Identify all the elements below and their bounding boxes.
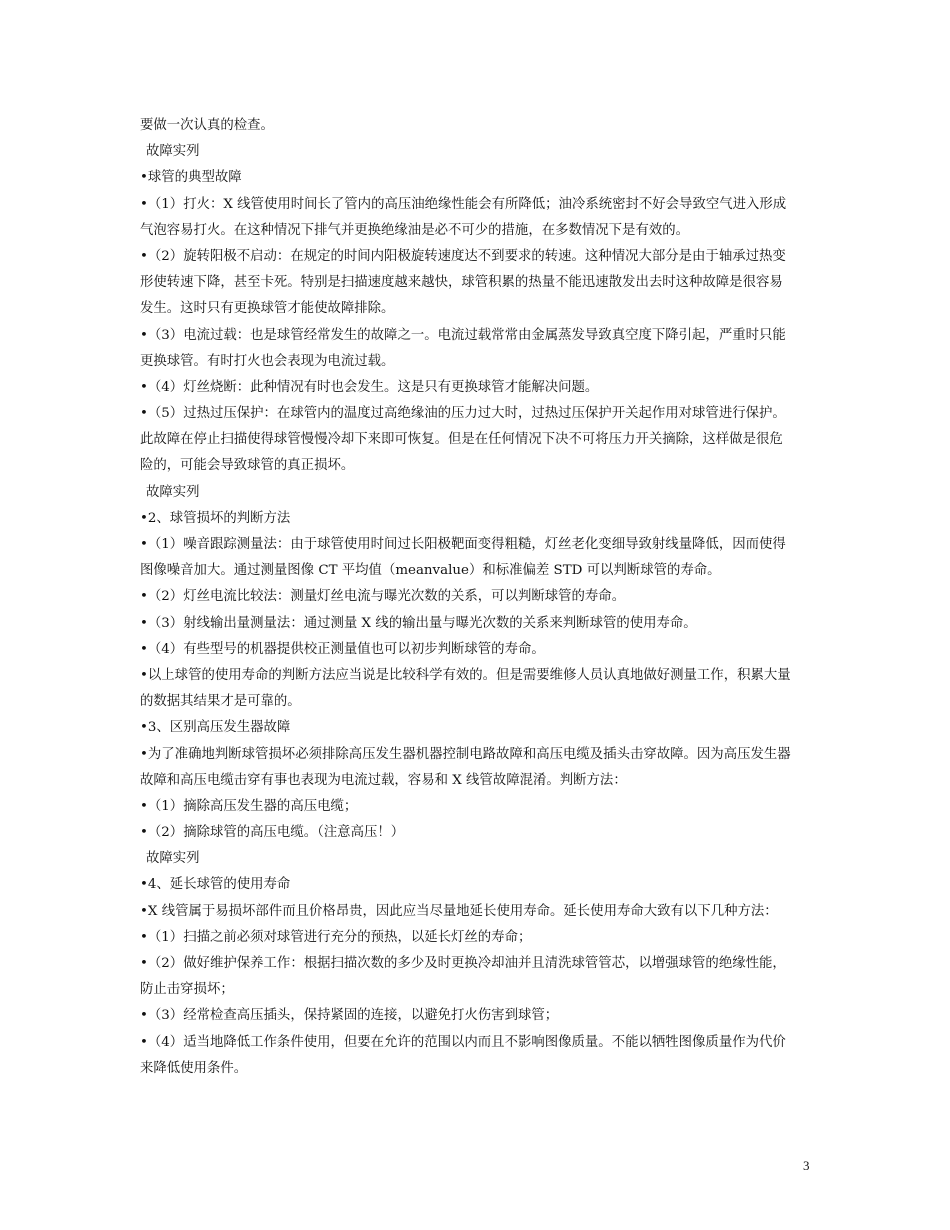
text-line: •（2）灯丝电流比较法：测量灯丝电流与曝光次数的关系，可以判断球管的寿命。 [140,589,626,605]
text-line: •（1）噪音跟踪测量法：由于球管使用时间过长阳极靶面变得粗糙，灯丝老化变细导致射线量降低，因而使得 [140,537,786,552]
section-heading: 故障实列 [146,851,200,867]
text-line: •（2）旋转阳极不启动：在规定的时间内阳极旋转速度达不到要求的转速。这种情况大部分是由于轴承过热变 [140,248,786,264]
text-line: 此故障在停止扫描使得球管慢慢冷却下来即可恢复。但是在任何情况下决不可将压力开关摘除，这样做是很危 [140,432,783,448]
text-line: •（5）过热过压保护：在球管内的温度过高绝缘油的压力过大时，过热过压保护开关起作用对球管进行保护。 [140,406,786,422]
text-line: •（3）电流过载：也是球管经常发生的故障之一。电流过载常常由金属蒸发导致真空度下降引起，严重时只能 [140,327,786,343]
text-line: 险的，可能会导致球管的真正损坏。 [140,458,355,474]
text-line: •（4）有些型号的机器提供校正测量值也可以初步判断球管的寿命。 [140,641,545,657]
text-line: •（3）射线输出量测量法：通过测量 X 线的输出量与曝光次数的关系来判断球管的使用寿命。 [140,615,697,631]
text-line: •（3）经常检查高压插头，保持紧固的连接，以避免打火伤害到球管； [140,1008,559,1024]
bullet-heading: •2、球管损坏的判断方法 [140,510,291,526]
text-line: 要做一次认真的检查。 [140,118,274,133]
text-line: 故障和高压电缆击穿有事也表现为电流过载，容易和 X 线管故障混淆。判断方法： [140,772,627,788]
bullet-heading: •4、延长球管的使用寿命 [140,877,291,893]
text-line: •（1）摘除高压发生器的高压电缆； [140,798,358,814]
text-line: •为了准确地判断球管损坏必须排除高压发生器机器控制电路故障和高压电缆及插头击穿故障。因为高压发生器 [140,746,791,762]
text-line: •（4）适当地降低工作条件使用，但要在允许的范围以内而且不影响图像质量。不能以牺牲图像质量作为代价 [140,1034,786,1050]
text-line: 防止击穿损坏； [140,982,234,998]
text-line: 气泡容易打火。在这种情况下排气并更换绝缘油是必不可少的措施，在多数情况下是有效的。 [140,222,690,238]
page-number: 3 [803,1158,810,1173]
text-line: •以上球管的使用寿命的判断方法应当说是比较科学有效的。但是需要维修人员认真地做好测量工作，积累大量 [140,667,791,683]
text-line: 来降低使用条件。 [140,1060,248,1076]
bullet-heading: •球管的典型故障 [140,170,242,186]
text-line: •（1）打火：X 线管使用时间长了管内的高压油绝缘性能会有所降低；油冷系统密封不好会导致空气进入形成 [140,196,787,212]
text-line: 更换球管。有时打火也会表现为电流过载。 [140,353,395,369]
text-line: •（2）做好维护保养工作：根据扫描次数的多少及时更换冷却油并且清洗球管管芯，以增强球管的绝缘性能， [140,956,786,971]
text-line: 图像噪音加大。通过测量图像 CT 平均值（meanvalue）和标准偏差 STD 可以判断球管的寿命。 [140,563,721,579]
text-line: •（1）扫描之前必须对球管进行充分的预热，以延长灯丝的寿命； [140,929,532,945]
text-line: 发生。这时只有更换球管才能使故障排除。 [140,301,395,317]
document-body [140,113,820,1082]
text-line: •X 线管属于易损坏部件而且价格昂贵，因此应当尽量地延长使用寿命。延长使用寿命大致有以下几种方法： [140,903,778,919]
text-line: •（4）灯丝烧断：此种情况有时也会发生。这是只有更换球管才能解决问题。 [140,379,599,395]
text-line: •（2）摘除球管的高压电缆。（注意高压！） [140,825,405,841]
bullet-heading: •3、区别高压发生器故障 [140,720,291,736]
text-line: 形使转速下降，甚至卡死。特别是扫描速度越来越快，球管积累的热量不能迅速散发出去时这种故障是很容易 [140,275,783,291]
section-heading: 故障实列 [146,144,200,160]
section-heading: 故障实列 [146,484,200,500]
text-line: 的数据其结果才是可靠的。 [140,694,301,710]
